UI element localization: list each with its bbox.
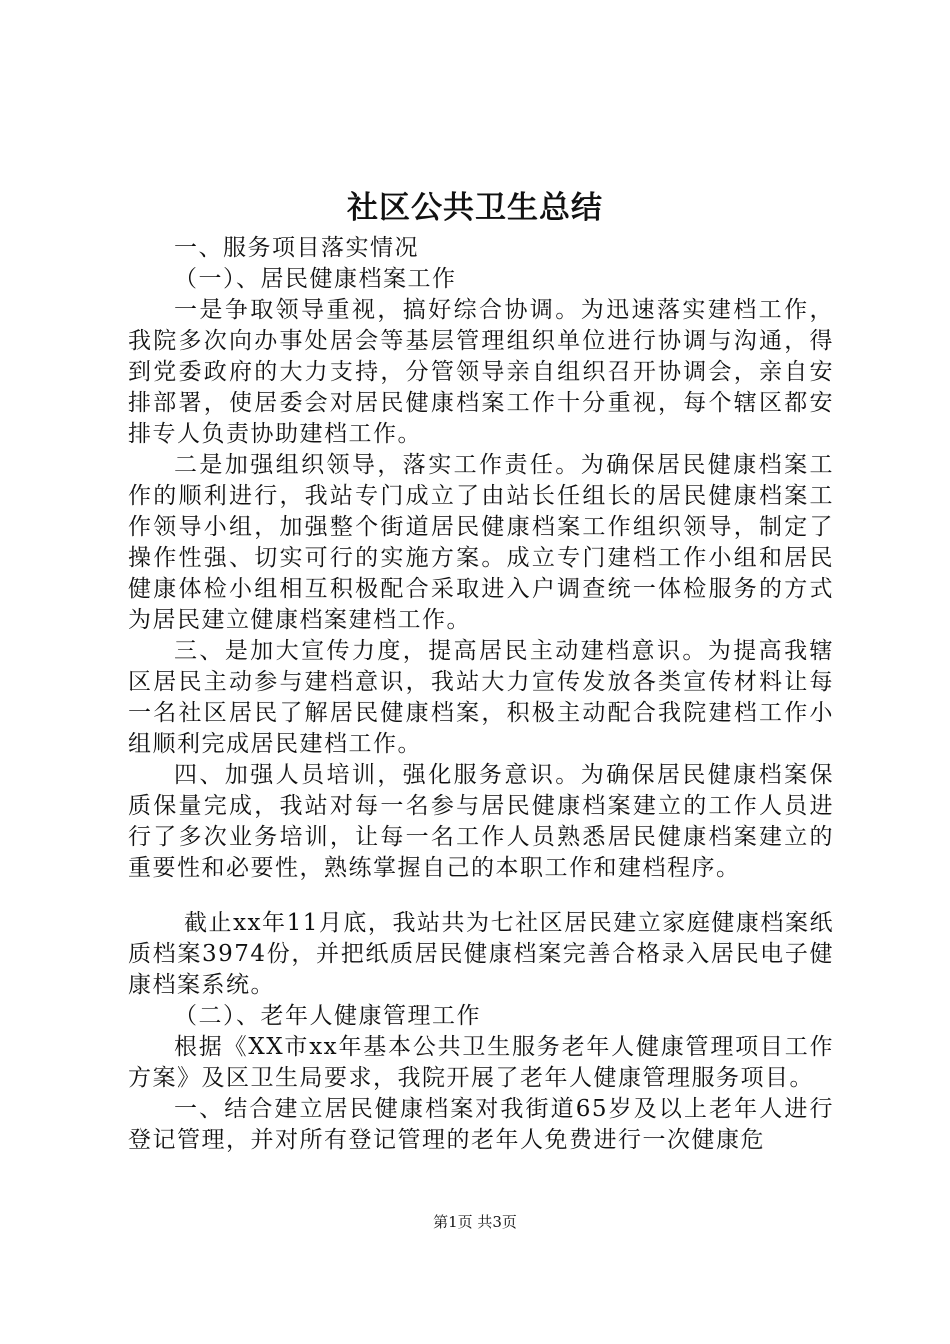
document-body <box>128 233 834 1156</box>
paragraph: 二是加强组织领导，落实工作责任。为确保居民健康档案工作的顺利进行，我站专门成立了由站长任组长的居民健康档案工作领导小组，加强整个街道居民健康档案工作组织领导，制定了操作性强、切实可行的实施方案。成立专门建档工作小组和居民健康体检小组相互积极配合采取进入户调查统一体检服务的方式为居民建立健康档案建档工作。 <box>128 452 834 633</box>
paragraph: 截止xx年11月底，我站共为七社区居民建立家庭健康档案纸质档案3974份，并把纸质居民健康档案完善合格录入居民电子健康档案系统。 <box>128 910 834 998</box>
document-title: 社区公共卫生总结 <box>347 190 603 226</box>
paragraph: 根据《XX市xx年基本公共卫生服务老年人健康管理项目工作方案》及区卫生局要求，我院开展了老年人健康管理服务项目。 <box>128 1034 834 1091</box>
subsection-heading-2: （二）、老年人健康管理工作 <box>174 1003 481 1029</box>
paragraph: 四、加强人员培训，强化服务意识。为确保居民健康档案保质保量完成，我站对每一名参与居民健康档案建立的工作人员进行了多次业务培训，让每一名工作人员熟悉居民健康档案建立的重要性和必要性，熟练掌握自己的本职工作和建档程序。 <box>128 762 834 881</box>
paragraph: 一、结合建立居民健康档案对我街道65岁及以上老年人进行登记管理，并对所有登记管理的老年人免费进行一次健康危 <box>128 1096 834 1153</box>
paragraph-gap <box>128 884 834 908</box>
section-heading-1: 一、服务项目落实情况 <box>174 235 419 261</box>
subsection-heading-1: （一）、居民健康档案工作 <box>174 266 457 292</box>
page-footer: 第1页 共3页 <box>433 1213 517 1231</box>
paragraph: 三、是加大宣传力度，提高居民主动建档意识。为提高我辖区居民主动参与建档意识，我站大力宣传发放各类宣传材料让每一名社区居民了解居民健康档案，积极主动配合我院建档工作小组顺利完成居民建档工作。 <box>128 638 834 757</box>
paragraph: 一是争取领导重视，搞好综合协调。为迅速落实建档工作，我院多次向办事处居会等基层管理组织单位进行协调与沟通，得到党委政府的大力支持，分管领导亲自组织召开协调会，亲自安排部署，使居委会对居民健康档案工作十分重视，每个辖区都安排专人负责协助建档工作。 <box>128 297 834 447</box>
